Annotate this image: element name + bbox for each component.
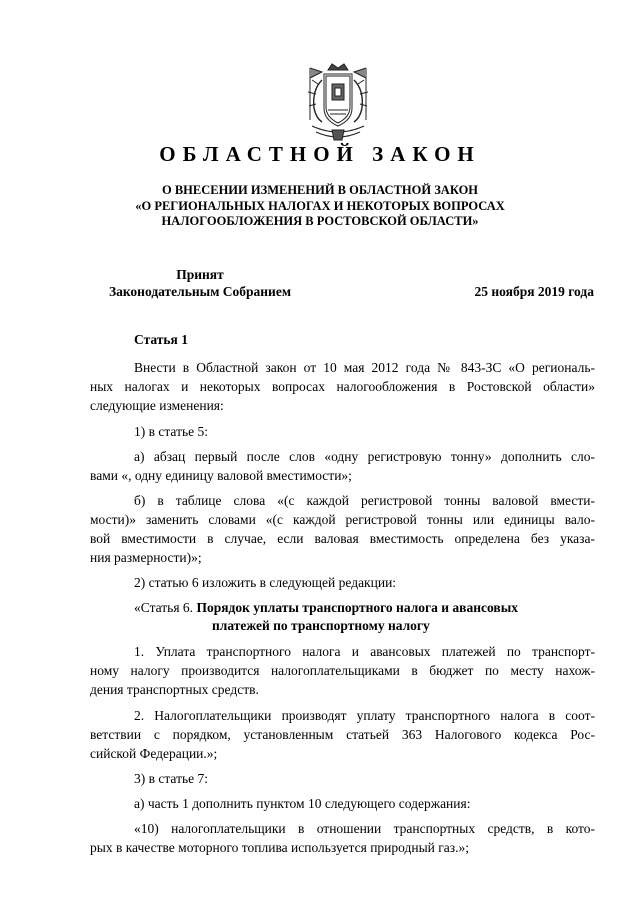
text-line: 2. Налогоплательщики производят уплату транспортного налога в соот- <box>134 708 595 723</box>
coat-of-arms-emblem <box>302 60 374 150</box>
text-line: а) абзац первый после слов «одну регистровую тонну» дополнить сло- <box>134 449 595 464</box>
subtitle-line: «О РЕГИОНАЛЬНЫХ НАЛОГАХ И НЕКОТОРЫХ ВОПРОСАХ <box>135 198 505 213</box>
adoption-line2: Законодательным Собранием <box>108 284 292 299</box>
subtitle-line: О ВНЕСЕНИИ ИЗМЕНЕНИЙ В ОБЛАСТНОЙ ЗАКОН <box>161 183 479 197</box>
text-line: 1) в статье 5: <box>134 424 208 439</box>
text-line: вами «, одну единицу валовой вместимости»; <box>90 468 352 483</box>
text-line: 1. Уплата транспортного налога и авансовых платежей по транспорт- <box>134 644 595 659</box>
text-line: ных налогах и некоторых вопросах налогообложения в Ростовской области» <box>90 379 595 394</box>
adoption-date: 25 ноября 2019 года <box>474 284 594 299</box>
article6-heading-line <box>134 599 595 616</box>
article-heading: Статья 1 <box>134 332 188 347</box>
text-line: «10) налогоплательщики в отношении транспортных средств, в кото- <box>134 821 595 836</box>
adoption-line1: Принят <box>176 267 224 282</box>
text-line: ветствии с порядком, установленным статьей 363 Налогового кодекса Рос- <box>90 727 595 742</box>
text-line: мости)» заменить словами «(с каждой регистровой тонны или единицы вало- <box>90 512 595 527</box>
text-line: 2) статью 6 изложить в следующей редакции: <box>134 575 397 590</box>
text-line: Внести в Областной закон от 10 мая 2012 года № 843-ЗС «О региональ- <box>134 360 595 375</box>
law-subtitle <box>0 183 640 230</box>
law-title: ОБЛАСТНОЙ ЗАКОН <box>159 142 481 166</box>
subtitle-line: НАЛОГООБЛОЖЕНИЯ В РОСТОВСКОЙ ОБЛАСТИ» <box>161 214 479 228</box>
text-line: вой вместимости в случае, если валовая вместимость определена без указа- <box>90 531 595 546</box>
article6-title-cont: платежей по транспортному налогу <box>212 618 430 633</box>
text-line: следующие изменения: <box>90 398 224 413</box>
text-line: 3) в статье 7: <box>134 771 208 786</box>
text-line: а) часть 1 дополнить пунктом 10 следующего содержания: <box>134 796 471 811</box>
article6-title: Порядок уплаты транспортного налога и авансовых <box>196 600 518 615</box>
article6-label: «Статья 6. <box>134 600 197 615</box>
text-line: ному налогу производится налогоплательщиками в бюджет по месту нахож- <box>90 663 595 678</box>
text-line: сийской Федерации.»; <box>90 746 218 761</box>
text-line: дения транспортных средств. <box>90 682 259 697</box>
text-line: рых в качестве моторного топлива используется природный газ.»; <box>90 840 470 855</box>
text-line: б) в таблице слова «(с каждой регистровой тонны валовой вмести- <box>134 493 595 508</box>
adoption-block <box>90 266 310 300</box>
text-line: ния размерности)»; <box>90 550 202 565</box>
